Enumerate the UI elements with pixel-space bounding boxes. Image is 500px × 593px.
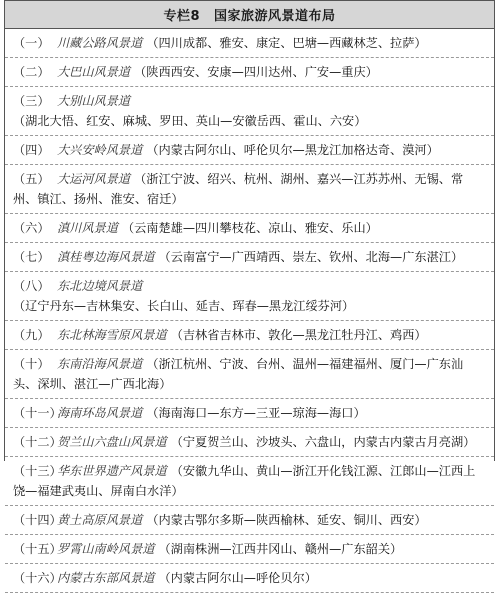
list-item xyxy=(5,564,494,593)
route-name: 东北边境风景道 xyxy=(57,279,143,293)
list-item xyxy=(5,350,494,399)
route-places: （浙江宁波、绍兴、杭州、湖州、嘉兴—江苏苏州、无锡、常州、镇江、扬州、淮安、宿迁） xyxy=(13,172,464,206)
route-name: 大运河风景道 xyxy=(57,172,131,186)
route-places: （安徽九华山、黄山—浙江开化钱江源、江郎山—江西上饶—福建武夷山、屏南白水洋） xyxy=(13,464,476,498)
route-places: （云南富宁—广西靖西、崇左、钦州、北海—广东湛江） xyxy=(158,250,464,264)
item-number: （七） xyxy=(13,250,50,264)
route-places: （四川成都、雅安、康定、巴塘—西藏林芝、拉萨） xyxy=(146,36,427,50)
item-number: （九） xyxy=(13,328,50,342)
route-name: 川藏公路风景道 xyxy=(57,36,143,50)
list-item xyxy=(5,399,494,428)
list-item xyxy=(5,136,494,165)
route-name: 大巴山风景道 xyxy=(57,65,131,79)
box-label: 专栏8 xyxy=(163,9,201,24)
route-name: 大别山风景道 xyxy=(57,94,131,108)
route-name: 罗霄山南岭风景道 xyxy=(57,542,155,556)
item-number: （十一） xyxy=(13,406,62,420)
route-places: （内蒙古鄂尔多斯—陕西榆林、延安、铜川、西安） xyxy=(146,513,427,527)
list-item xyxy=(5,506,494,535)
list-item xyxy=(5,321,494,350)
list-item xyxy=(5,428,494,457)
route-places: （陕西西安、安康—四川达州、广安—重庆） xyxy=(134,65,378,79)
box-title: 国家旅游风景道布局 xyxy=(214,9,336,24)
list-item xyxy=(5,58,494,87)
route-places: （宁夏贺兰山、沙坡头、六盘山，内蒙古内蒙古月亮湖） xyxy=(170,435,476,449)
route-name: 海南环岛风景道 xyxy=(57,406,143,420)
route-places: （湖北大悟、红安、麻城、罗田、英山—安徽岳西、霍山、六安） xyxy=(13,114,367,128)
box-header xyxy=(5,1,494,29)
route-places: （内蒙古阿尔山—呼伦贝尔） xyxy=(158,571,317,585)
route-name: 滇川风景道 xyxy=(57,221,118,235)
list-item xyxy=(5,165,494,214)
list-item xyxy=(5,214,494,243)
item-number: （一） xyxy=(13,36,50,50)
item-number: （六） xyxy=(13,221,50,235)
feature-box xyxy=(4,0,495,585)
list-item xyxy=(5,457,494,506)
list-item xyxy=(5,29,494,58)
list-item xyxy=(5,535,494,564)
item-number: （十三） xyxy=(13,464,62,478)
item-number: （四） xyxy=(13,143,50,157)
route-name: 东北林海雪原风景道 xyxy=(57,328,167,342)
item-number: （三） xyxy=(13,94,50,108)
route-name: 贺兰山六盘山风景道 xyxy=(57,435,167,449)
route-name: 滇桂粤边海风景道 xyxy=(57,250,155,264)
item-number: （五） xyxy=(13,172,50,186)
route-list xyxy=(5,29,494,593)
item-number: （八） xyxy=(13,279,50,293)
route-name: 黄土高原风景道 xyxy=(57,513,143,527)
route-places: （湖南株洲—江西井冈山、赣州—广东韶关） xyxy=(158,542,403,556)
route-places: （辽宁丹东—吉林集安、长白山、延吉、珲春—黑龙江绥芬河） xyxy=(13,299,355,313)
route-name: 华东世界遗产风景道 xyxy=(57,464,167,478)
list-item xyxy=(5,87,494,136)
route-places: （吉林省吉林市、敦化—黑龙江牡丹江、鸡西） xyxy=(170,328,427,342)
list-item xyxy=(5,243,494,272)
item-number: （十六） xyxy=(13,571,62,585)
route-name: 大兴安岭风景道 xyxy=(57,143,143,157)
route-name: 内蒙古东部风景道 xyxy=(57,571,155,585)
item-number: （二） xyxy=(13,65,50,79)
route-places: （海南海口—东方—三亚—琼海—海口） xyxy=(146,406,366,420)
item-number: （十四） xyxy=(13,513,62,527)
item-number: （十二） xyxy=(13,435,62,449)
route-name: 东南沿海风景道 xyxy=(57,357,143,371)
item-number: （十五） xyxy=(13,542,62,556)
route-places: （浙江杭州、宁波、台州、温州—福建福州、厦门—广东汕头、深圳、湛江—广西北海） xyxy=(13,357,464,391)
list-item xyxy=(5,272,494,321)
route-places: （云南楚雄—四川攀枝花、凉山、雅安、乐山） xyxy=(121,221,378,235)
item-number: （十） xyxy=(13,357,50,371)
route-places: （内蒙古阿尔山、呼伦贝尔—黑龙江加格达奇、漠河） xyxy=(146,143,439,157)
